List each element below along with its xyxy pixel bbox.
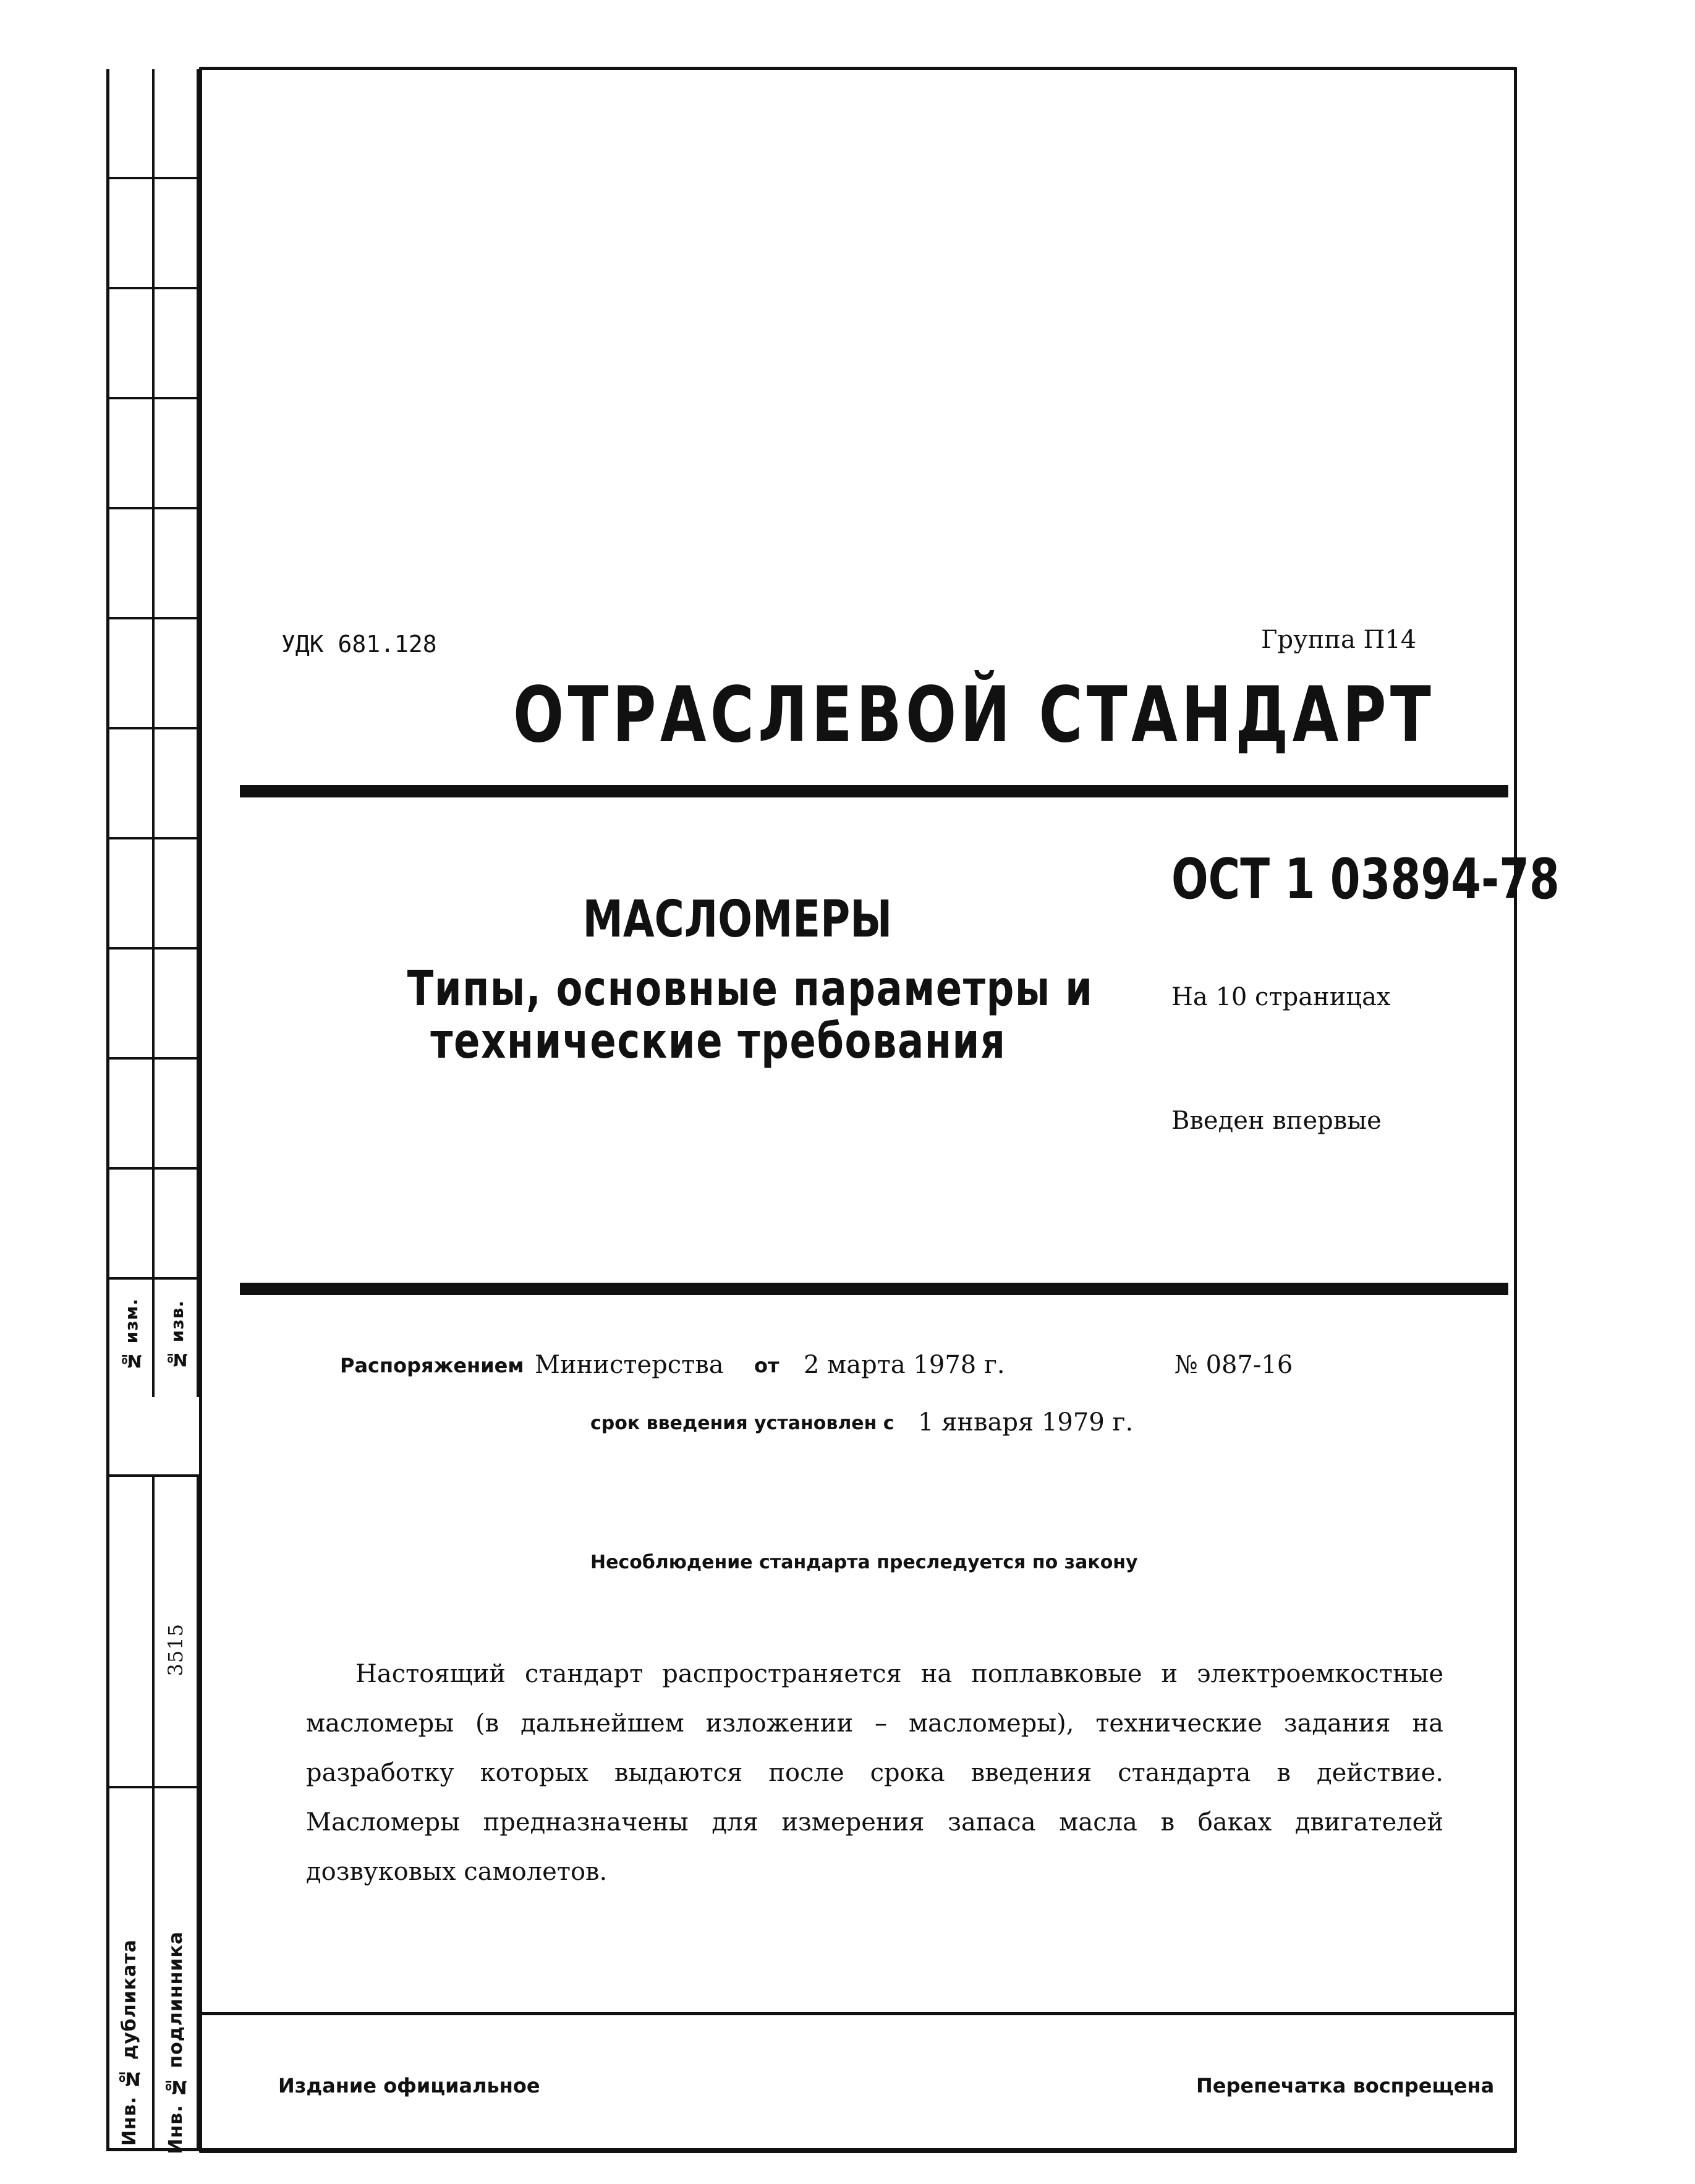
stamp-strip-column-1 [106,69,155,1397]
effective-term-label: срок введения установлен с [590,1413,894,1434]
introduction-note: Введен впервые [1171,1107,1382,1135]
duplicate-inventory-label: Инв. № дубликата [118,1939,140,2146]
standard-title-line1: МАСЛОМЕРЫ [582,890,893,949]
main-title-box [513,671,1435,763]
footer-official-edition: Издание официальное [278,2074,540,2097]
order-date: 2 марта 1978 г. [804,1351,1005,1379]
footer-rule [199,2012,1517,2015]
change-number-label: № изм. [121,1298,142,1372]
body-paragraph: Настоящий стандарт распространяется на поплавковые и электроемкостные масломеры (в дальнейшем изложении – масломеры), технические задания на разработку которых выдаются после срока введения стандарта в действие. Масломеры предназначены для измерения запаса масла в баках двигателей дозвуковых самолетов. [306,1660,1443,1886]
order-authority: Министерства [535,1351,724,1379]
title-line3-box [359,1014,1076,1076]
stamp-change-number-cell [108,1280,155,1390]
header-rule [240,785,1508,797]
stamp-strip-column-2 [155,69,199,1397]
original-inventory-label: Инв. № подлинника [164,1931,187,2154]
standard-title-line3: технические требования [430,1014,1006,1069]
effective-term-date: 1 января 1979 г. [918,1408,1134,1437]
notice-number-label: № изв. [166,1299,187,1370]
stamp-lower-column-2 [155,1474,199,2154]
main-title: ОТРАСЛЕВОЙ СТАНДАРТ [513,671,1435,760]
designation-box [1171,847,1560,915]
original-inventory-number: 3515 [164,1623,187,1676]
standard-designation: ОСТ 1 03894-78 [1171,847,1560,912]
title-line1-box [544,890,893,958]
order-from-label: от [754,1354,780,1377]
order-rule [240,1283,1508,1295]
legal-notice: Несоблюдение стандарта преследуется по закону [590,1552,1138,1573]
order-label: Распоряжением [340,1354,524,1377]
order-number: № 087-16 [1175,1351,1293,1379]
standard-title-line2: Типы, основные параметры и [407,961,1094,1017]
stamp-lower-column-1 [106,1474,155,2151]
stamp-notice-number-cell [155,1280,199,1390]
page-count: На 10 страницах [1171,983,1391,1011]
group-code: Группа П14 [1261,626,1417,654]
footer-reprint-prohibited: Перепечатка воспрещена [1196,2074,1495,2097]
udk-code: УДК 681.128 [281,631,437,658]
